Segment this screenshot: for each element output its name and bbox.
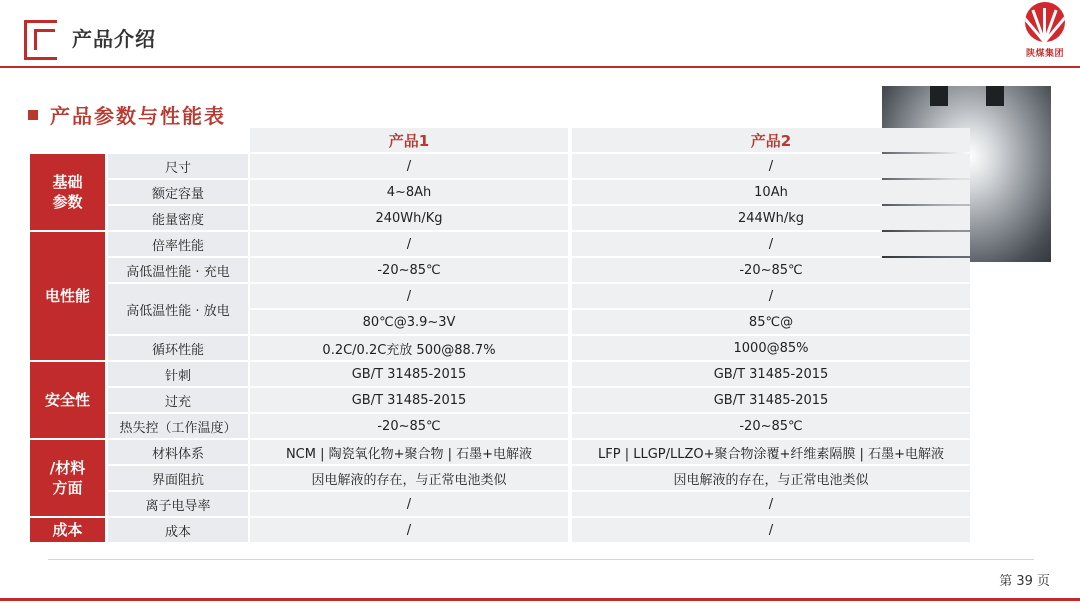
section-title: 产品参数与性能表 (50, 104, 226, 128)
param-label: 倍率性能 (108, 232, 248, 256)
product1-value: 80℃@3.9~3V (250, 310, 568, 334)
product1-value: GB/T 31485-2015 (250, 362, 568, 386)
product1-value: 0.2C/0.2C充放 500@88.7% (250, 336, 568, 360)
section-heading (28, 100, 226, 129)
page-number: 第 39 页 (999, 574, 1050, 589)
param-label: 热失控（工作温度） (108, 414, 248, 438)
product2-value: LFP | LLGP/LLZO+聚合物涂覆+纤维素隔膜 | 石墨+电解液 (572, 440, 970, 464)
param-label: 针刺 (108, 362, 248, 386)
product2-value: 因电解液的存在，与正常电池类似 (572, 466, 970, 490)
param-label: 界面阻抗 (108, 466, 248, 490)
bottom-accent-bar (0, 598, 1080, 601)
company-logo (1016, 2, 1074, 62)
product1-value: 4~8Ah (250, 180, 568, 204)
product1-value: / (250, 232, 568, 256)
footer-divider (48, 559, 1034, 560)
category-cell: 基础 参数 (30, 154, 105, 230)
column-header-product1: 产品1 (250, 128, 568, 152)
category-cell: 电性能 (30, 232, 105, 360)
param-label: 材料体系 (108, 440, 248, 464)
param-label: 离子电导率 (108, 492, 248, 516)
category-cell: /材料 方面 (30, 440, 105, 516)
product2-value: 10Ah (572, 180, 970, 204)
product1-value: 因电解液的存在，与正常电池类似 (250, 466, 568, 490)
category-cell: 安全性 (30, 362, 105, 438)
product1-value: NCM | 陶瓷氧化物+聚合物 | 石墨+电解液 (250, 440, 568, 464)
product2-value: / (572, 518, 970, 542)
category-cell: 成本 (30, 518, 105, 542)
param-label: 能量密度 (108, 206, 248, 230)
param-label: 尺寸 (108, 154, 248, 178)
header-divider (0, 66, 1080, 68)
product1-value: GB/T 31485-2015 (250, 388, 568, 412)
param-label: 循环性能 (108, 336, 248, 360)
param-label: 过充 (108, 388, 248, 412)
logo-emblem-icon (1025, 2, 1065, 42)
param-label: 成本 (108, 518, 248, 542)
product2-value: / (572, 232, 970, 256)
product1-value: -20~85℃ (250, 258, 568, 282)
product2-value: / (572, 154, 970, 178)
page-title: 产品介绍 (72, 27, 156, 51)
logo-name: 陕煤集团 (1025, 49, 1064, 59)
product2-value: -20~85℃ (572, 414, 970, 438)
param-label: 高低温性能 · 放电 (108, 284, 248, 334)
product2-value: 85℃@ (572, 310, 970, 334)
param-label: 高低温性能 · 充电 (108, 258, 248, 282)
column-header-product2: 产品2 (572, 128, 970, 152)
product2-value: -20~85℃ (572, 258, 970, 282)
product1-value: -20~85℃ (250, 414, 568, 438)
product2-value: / (572, 284, 970, 308)
product1-value: / (250, 154, 568, 178)
product2-value: 1000@85% (572, 336, 970, 360)
product2-value: GB/T 31485-2015 (572, 388, 970, 412)
header-logo-mark (24, 20, 58, 56)
product2-value: 244Wh/kg (572, 206, 970, 230)
product1-value: / (250, 284, 568, 308)
square-bullet-icon (28, 110, 38, 120)
product1-value: / (250, 492, 568, 516)
param-label: 额定容量 (108, 180, 248, 204)
product1-value: / (250, 518, 568, 542)
product2-value: / (572, 492, 970, 516)
product1-value: 240Wh/Kg (250, 206, 568, 230)
product2-value: GB/T 31485-2015 (572, 362, 970, 386)
